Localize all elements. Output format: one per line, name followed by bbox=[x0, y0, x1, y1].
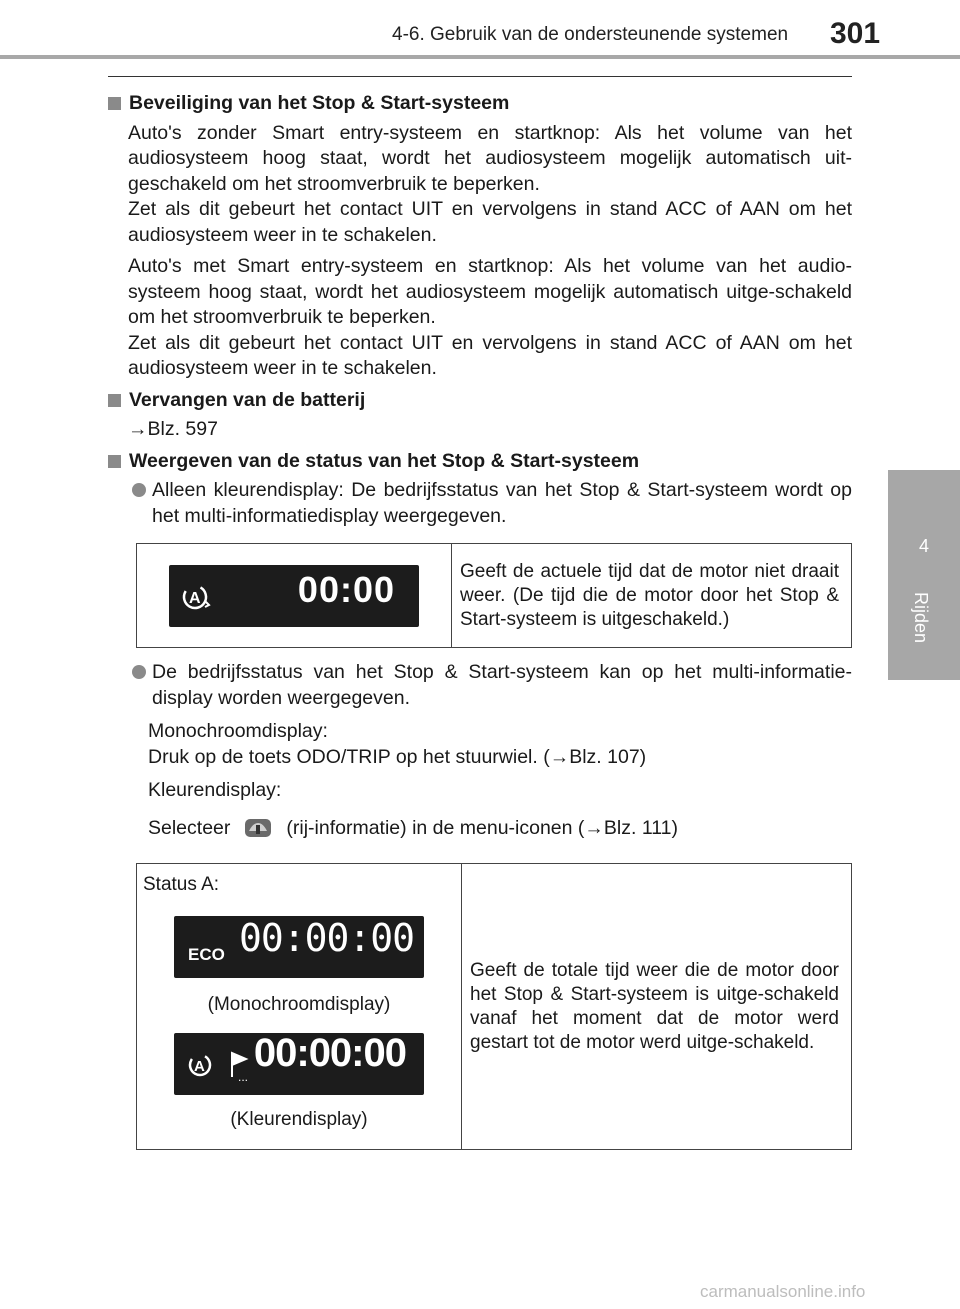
description-cell: Geeft de actuele tijd dat de motor niet draait weer. (De tijd die de motor door het Stop & Start-systeem is uitgeschakeld.) bbox=[452, 544, 852, 648]
paragraph-line: Zet als dit gebeurt het contact UIT en vervolgens in stand ACC of AAN om het audiosysteem weer in te schakelen. bbox=[128, 331, 852, 379]
section-heading bbox=[108, 91, 852, 117]
square-bullet-icon bbox=[108, 394, 121, 407]
display-cell bbox=[137, 864, 462, 1150]
circle-bullet-icon bbox=[132, 665, 146, 679]
mono-display-screen bbox=[174, 916, 424, 978]
select-text-after: (rij-informatie) in de menu-iconen (→Blz. 111) bbox=[286, 816, 678, 839]
square-bullet-icon bbox=[108, 97, 121, 110]
chapter-number: 4 bbox=[918, 536, 929, 556]
color-label: Kleurendisplay: bbox=[148, 779, 282, 801]
section-heading bbox=[108, 388, 852, 414]
content-top-rule bbox=[108, 76, 852, 77]
header-section-title: 4-6. Gebruik van de ondersteunende systemen bbox=[392, 24, 789, 45]
circle-bullet-icon bbox=[132, 483, 146, 497]
svg-text:A: A bbox=[194, 1058, 205, 1075]
chapter-side-tab[interactable] bbox=[888, 470, 960, 680]
svg-text:A: A bbox=[189, 589, 201, 607]
chapter-label: Rijden bbox=[911, 592, 931, 644]
page-number: 301 bbox=[830, 17, 881, 50]
section-heading bbox=[108, 449, 852, 475]
square-bullet-icon bbox=[108, 455, 121, 468]
header-divider bbox=[0, 55, 960, 59]
bullet-text: De bedrijfsstatus van het Stop & Start-systeem kan op het multi-informatie-display worden weergegeven. bbox=[152, 661, 852, 709]
status-table-total bbox=[136, 863, 852, 1150]
mono-display-time: 00:00:00 bbox=[238, 915, 414, 960]
mono-label: Monochroomdisplay: bbox=[148, 720, 328, 742]
eco-indicator: ECO bbox=[188, 944, 225, 964]
paragraph-line: Auto's met Smart entry-systeem en startknop: Als het volume van het audio-systeem hoog staat, wordt het audiosysteem mogelijk automatisch uitge-schakeld om het stroomverbruik te beperken. bbox=[128, 255, 852, 328]
status-label: Status A: bbox=[143, 874, 220, 895]
page-content bbox=[108, 85, 852, 1162]
page-reference-link[interactable]: →Blz. 597 bbox=[128, 418, 218, 440]
color-display-time: 00:00:00 bbox=[253, 1031, 406, 1075]
heading-text: Vervangen van de batterij bbox=[129, 388, 366, 411]
display-time: 00:00 bbox=[297, 568, 395, 610]
heading-text: Beveiliging van het Stop & Start-systeem bbox=[129, 92, 510, 114]
paragraph bbox=[128, 254, 852, 382]
select-text: Selecteer bbox=[148, 816, 231, 839]
description-cell: Geeft de totale tijd weer die de motor door het Stop & Start-systeem is uitge-schakeld vanaf het moment dat de motor werd gestart tot de motor werd uitge-schakeld. bbox=[462, 864, 852, 1150]
color-display-screen bbox=[174, 1033, 424, 1095]
mono-text: Druk op de toets ODO/TRIP op het stuurwiel. (→Blz. 107) bbox=[148, 745, 647, 768]
paragraph-line: Auto's zonder Smart entry-systeem en startknop: Als het volume van het audiosysteem hoog staat, wordt het audiosysteem mogelijk automatisch uit-geschakeld om het stroomverbruik te beperken. bbox=[128, 121, 852, 195]
bullet-text: Alleen kleurendisplay: De bedrijfsstatus van het Stop & Start-systeem wordt op het multi-informatiedisplay weergegeven. bbox=[152, 479, 852, 527]
display-cell bbox=[137, 544, 452, 648]
color-instructions bbox=[148, 816, 852, 842]
mono-caption: (Monochroomdisplay) bbox=[207, 993, 391, 1015]
drive-info-menu-icon bbox=[244, 817, 272, 839]
svg-text:...: ... bbox=[238, 1070, 249, 1084]
bullet-item bbox=[128, 478, 852, 529]
color-display-screen bbox=[169, 565, 419, 627]
color-caption: (Kleurendisplay) bbox=[230, 1109, 368, 1130]
heading-text: Weergeven van de status van het Stop & Start-systeem bbox=[129, 449, 640, 472]
bullet-item bbox=[128, 660, 852, 711]
status-table-current bbox=[136, 543, 852, 648]
paragraph bbox=[128, 121, 852, 249]
paragraph-line: Zet als dit gebeurt het contact UIT en vervolgens in stand ACC of AAN om het audiosysteem weer in te schakelen. bbox=[128, 198, 852, 246]
mono-instructions bbox=[148, 719, 852, 770]
watermark: carmanualsonline.info bbox=[700, 1282, 866, 1301]
